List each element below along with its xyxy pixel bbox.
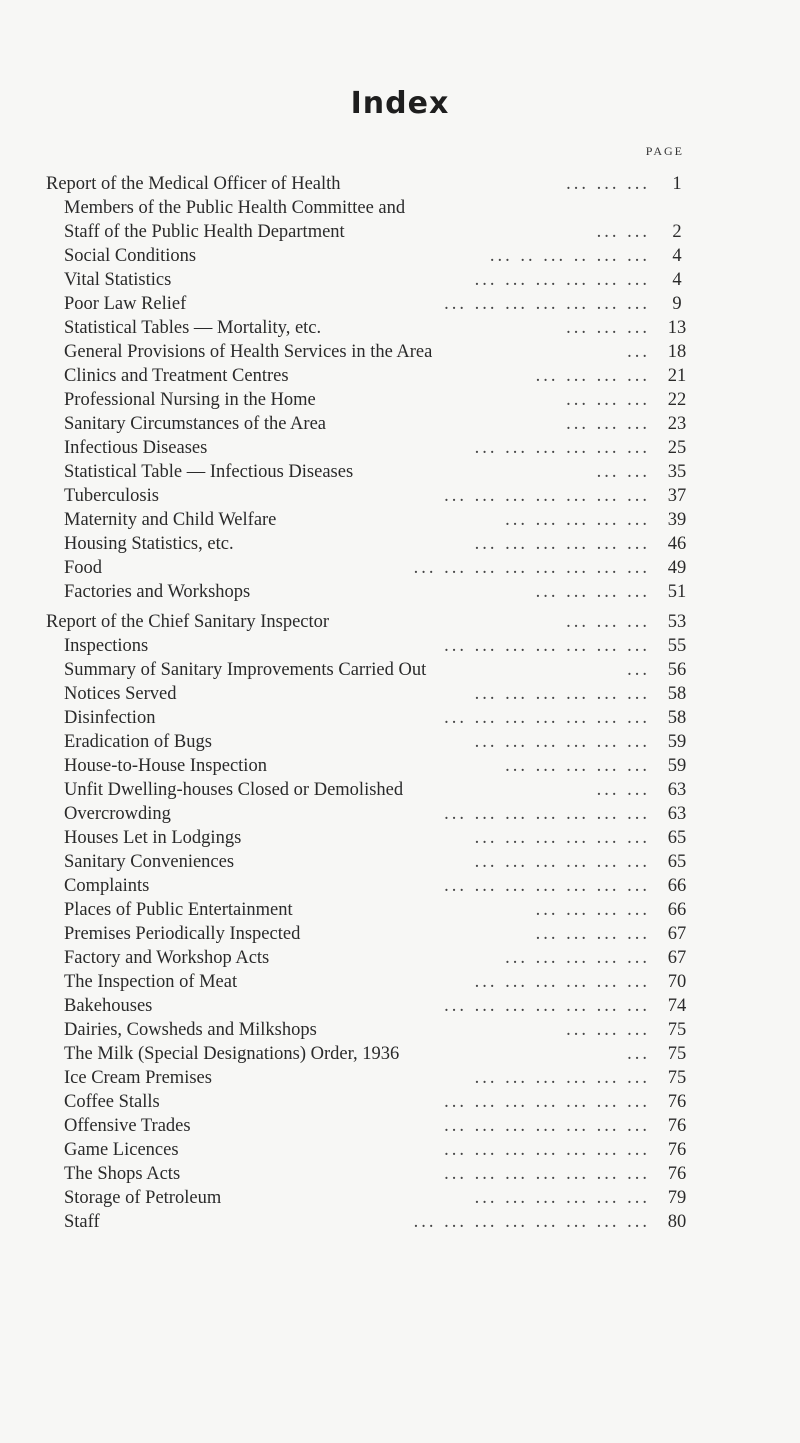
entry-label: Storage of Petroleum [64,1188,222,1208]
entry-label: General Provisions of Health Services in the Area [64,342,433,362]
entry-page-number: 58 [667,708,687,728]
dot-leader: ... ... ... ... ... ... ... [444,876,650,896]
index-entry [0,556,800,580]
dot-leader: ... ... ... ... ... ... [474,684,650,704]
entry-page-number: 22 [667,390,687,410]
entry-label: Eradication of Bugs [64,732,212,752]
index-entry [0,682,800,706]
dot-leader: ... ... ... ... ... ... ... [444,294,650,314]
dot-leader: ... [627,342,650,362]
entry-label: Summary of Sanitary Improvements Carried Out [64,660,427,680]
index-entry [0,1018,800,1042]
index-entry [0,1114,800,1138]
index-entry [0,946,800,970]
entry-label: Statistical Tables — Mortality, etc. [64,318,322,338]
dot-leader: ... ... ... [566,414,650,434]
index-entry [0,292,800,316]
index-entry [0,970,800,994]
entry-page-number: 46 [667,534,687,554]
entry-label: Social Conditions [64,246,197,266]
dot-leader: ... ... ... ... ... [505,948,650,968]
entry-label: Professional Nursing in the Home [64,390,316,410]
dot-leader: ... ... ... [566,174,650,194]
entry-page-number: 59 [667,732,687,752]
entry-label: Staff of the Public Health Department [64,222,345,242]
dot-leader: ... ... ... ... ... ... ... [444,996,650,1016]
index-entry [0,244,800,268]
entry-page-number: 76 [667,1116,687,1136]
entry-label: Notices Served [64,684,177,704]
index-section-heading [0,610,800,634]
entry-label: Tuberculosis [64,486,159,506]
entry-label: Unfit Dwelling-houses Closed or Demolished [64,780,404,800]
index-entry [0,802,800,826]
dot-leader: ... ... ... ... ... [505,756,650,776]
entry-page-number: 13 [667,318,687,338]
entry-page-number: 58 [667,684,687,704]
entry-label: Factories and Workshops [64,582,251,602]
dot-leader: ... ... ... ... ... [505,510,650,530]
entry-label: Poor Law Relief [64,294,187,314]
entry-page-number: 23 [667,414,687,434]
dot-leader: ... ... ... ... ... ... ... [444,804,650,824]
entry-page-number: 4 [672,270,682,290]
index-entry [0,922,800,946]
dot-leader: ... ... [596,780,650,800]
entry-page-number: 67 [667,924,687,944]
index-entry [0,1090,800,1114]
entry-label: Places of Public Entertainment [64,900,293,920]
entry-page-number: 35 [667,462,687,482]
entry-label: Premises Periodically Inspected [64,924,301,944]
dot-leader: ... ... ... ... ... ... [474,828,650,848]
entry-label: Infectious Diseases [64,438,208,458]
entry-label: Complaints [64,876,150,896]
entry-page-number: 63 [667,804,687,824]
dot-leader: ... ... ... ... ... ... ... [444,708,650,728]
index-entry [0,826,800,850]
entry-label: Report of the Medical Officer of Health [46,174,341,194]
entry-page-number: 39 [667,510,687,530]
entry-label: The Shops Acts [64,1164,181,1184]
index-entry [0,364,800,388]
entry-page-number: 53 [667,612,687,632]
entry-label: Overcrowding [64,804,171,824]
index-entry [0,340,800,364]
index-entry [0,460,800,484]
dot-leader: ... ... ... [566,612,650,632]
entry-page-number: 18 [667,342,687,362]
entry-page-number: 74 [667,996,687,1016]
dot-leader: ... ... ... ... [535,366,650,386]
entry-page-number: 65 [667,852,687,872]
entry-label: Coffee Stalls [64,1092,160,1112]
entry-page-number: 37 [667,486,687,506]
entry-label: Food [64,558,103,578]
entry-label: Ice Cream Premises [64,1068,212,1088]
dot-leader: ... ... ... ... ... ... ... [444,636,650,656]
entry-label: Housing Statistics, etc. [64,534,234,554]
index-entry [0,412,800,436]
dot-leader: ... ... ... ... ... ... [474,438,650,458]
entry-page-number: 65 [667,828,687,848]
entry-page-number: 80 [667,1212,687,1232]
dot-leader: ... ... ... ... [535,900,650,920]
dot-leader: ... ... ... ... ... ... [474,972,650,992]
dot-leader: ... [627,1044,650,1064]
index-entry [0,778,800,802]
index-entry [0,1042,800,1066]
entry-label: Disinfection [64,708,156,728]
index-entry [0,268,800,292]
dot-leader: ... ... ... ... ... ... [474,1188,650,1208]
entry-page-number: 76 [667,1164,687,1184]
dot-leader: ... ... ... ... ... ... [474,732,650,752]
entry-page-number: 49 [667,558,687,578]
index-entry [0,850,800,874]
index-entry [0,1162,800,1186]
dot-leader: ... ... ... ... ... ... ... [444,1164,650,1184]
index-entry [0,1138,800,1162]
index-entry [0,1210,800,1234]
index-entry [0,436,800,460]
dot-leader: ... ... ... ... ... ... ... [444,486,650,506]
index-list [0,172,800,1234]
entry-label: Maternity and Child Welfare [64,510,277,530]
dot-leader: ... ... [596,462,650,482]
dot-leader: ... ... ... [566,318,650,338]
dot-leader: ... ... ... [566,390,650,410]
dot-leader: ... ... ... ... ... ... ... ... [413,558,650,578]
entry-page-number: 59 [667,756,687,776]
index-section-heading [0,172,800,196]
entry-page-number: 2 [672,222,682,242]
entry-label: Houses Let in Lodgings [64,828,242,848]
index-entry [0,1186,800,1210]
page-title: Index [350,86,450,121]
entry-page-number: 1 [672,174,682,194]
entry-label: Inspections [64,636,149,656]
entry-page-number: 76 [667,1092,687,1112]
dot-leader: ... ... ... ... ... ... ... [444,1116,650,1136]
entry-page-number: 75 [667,1044,687,1064]
page-column-header: PAGE [645,144,684,158]
entry-page-number: 55 [667,636,687,656]
dot-leader: ... ... ... ... ... ... ... ... [413,1212,650,1232]
dot-leader: ... .. ... .. ... ... [489,246,650,266]
index-entry [0,994,800,1018]
entry-label: Game Licences [64,1140,179,1160]
entry-page-number: 79 [667,1188,687,1208]
index-entry [0,388,800,412]
entry-label: Statistical Table — Infectious Diseases [64,462,354,482]
entry-label: Vital Statistics [64,270,172,290]
index-entry [0,580,800,604]
entry-page-number: 66 [667,900,687,920]
entry-label: Offensive Trades [64,1116,191,1136]
index-entry [0,316,800,340]
dot-leader: ... ... ... ... ... ... [474,1068,650,1088]
entry-label: The Milk (Special Designations) Order, 1936 [64,1044,400,1064]
index-entry [0,706,800,730]
entry-page-number: 67 [667,948,687,968]
dot-leader: ... ... ... ... ... ... ... [444,1140,650,1160]
dot-leader: ... ... ... ... ... ... ... [444,1092,650,1112]
index-entry [0,1066,800,1090]
dot-leader: ... ... ... ... [535,582,650,602]
entry-page-number: 75 [667,1068,687,1088]
index-entry [0,874,800,898]
entry-page-number: 56 [667,660,687,680]
entry-page-number: 66 [667,876,687,896]
dot-leader: ... ... ... ... ... ... [474,534,650,554]
entry-page-number: 70 [667,972,687,992]
entry-label: House-to-House Inspection [64,756,267,776]
index-entry [0,532,800,556]
dot-leader: ... ... ... ... ... ... [474,852,650,872]
entry-label: Bakehouses [64,996,153,1016]
entry-label: The Inspection of Meat [64,972,238,992]
index-entry [0,196,800,220]
index-entry [0,898,800,922]
entry-page-number: 51 [667,582,687,602]
index-entry [0,508,800,532]
entry-label: Dairies, Cowsheds and Milkshops [64,1020,317,1040]
dot-leader: ... ... ... [566,1020,650,1040]
entry-page-number: 21 [667,366,687,386]
entry-label: Report of the Chief Sanitary Inspector [46,612,330,632]
entry-label: Clinics and Treatment Centres [64,366,289,386]
dot-leader: ... ... ... ... [535,924,650,944]
index-entry [0,484,800,508]
dot-leader: ... ... ... ... ... ... [474,270,650,290]
entry-page-number: 25 [667,438,687,458]
entry-label: Staff [64,1212,100,1232]
entry-label: Sanitary Circumstances of the Area [64,414,326,434]
entry-label: Members of the Public Health Committee and [64,198,406,218]
entry-page-number: 9 [672,294,682,314]
entry-label: Factory and Workshop Acts [64,948,270,968]
entry-page-number: 63 [667,780,687,800]
index-entry [0,634,800,658]
index-entry [0,754,800,778]
entry-page-number: 76 [667,1140,687,1160]
entry-label: Sanitary Conveniences [64,852,235,872]
entry-page-number: 4 [672,246,682,266]
index-entry [0,220,800,244]
dot-leader: ... [627,660,650,680]
index-entry [0,658,800,682]
dot-leader: ... ... [596,222,650,242]
index-entry [0,730,800,754]
entry-page-number: 75 [667,1020,687,1040]
